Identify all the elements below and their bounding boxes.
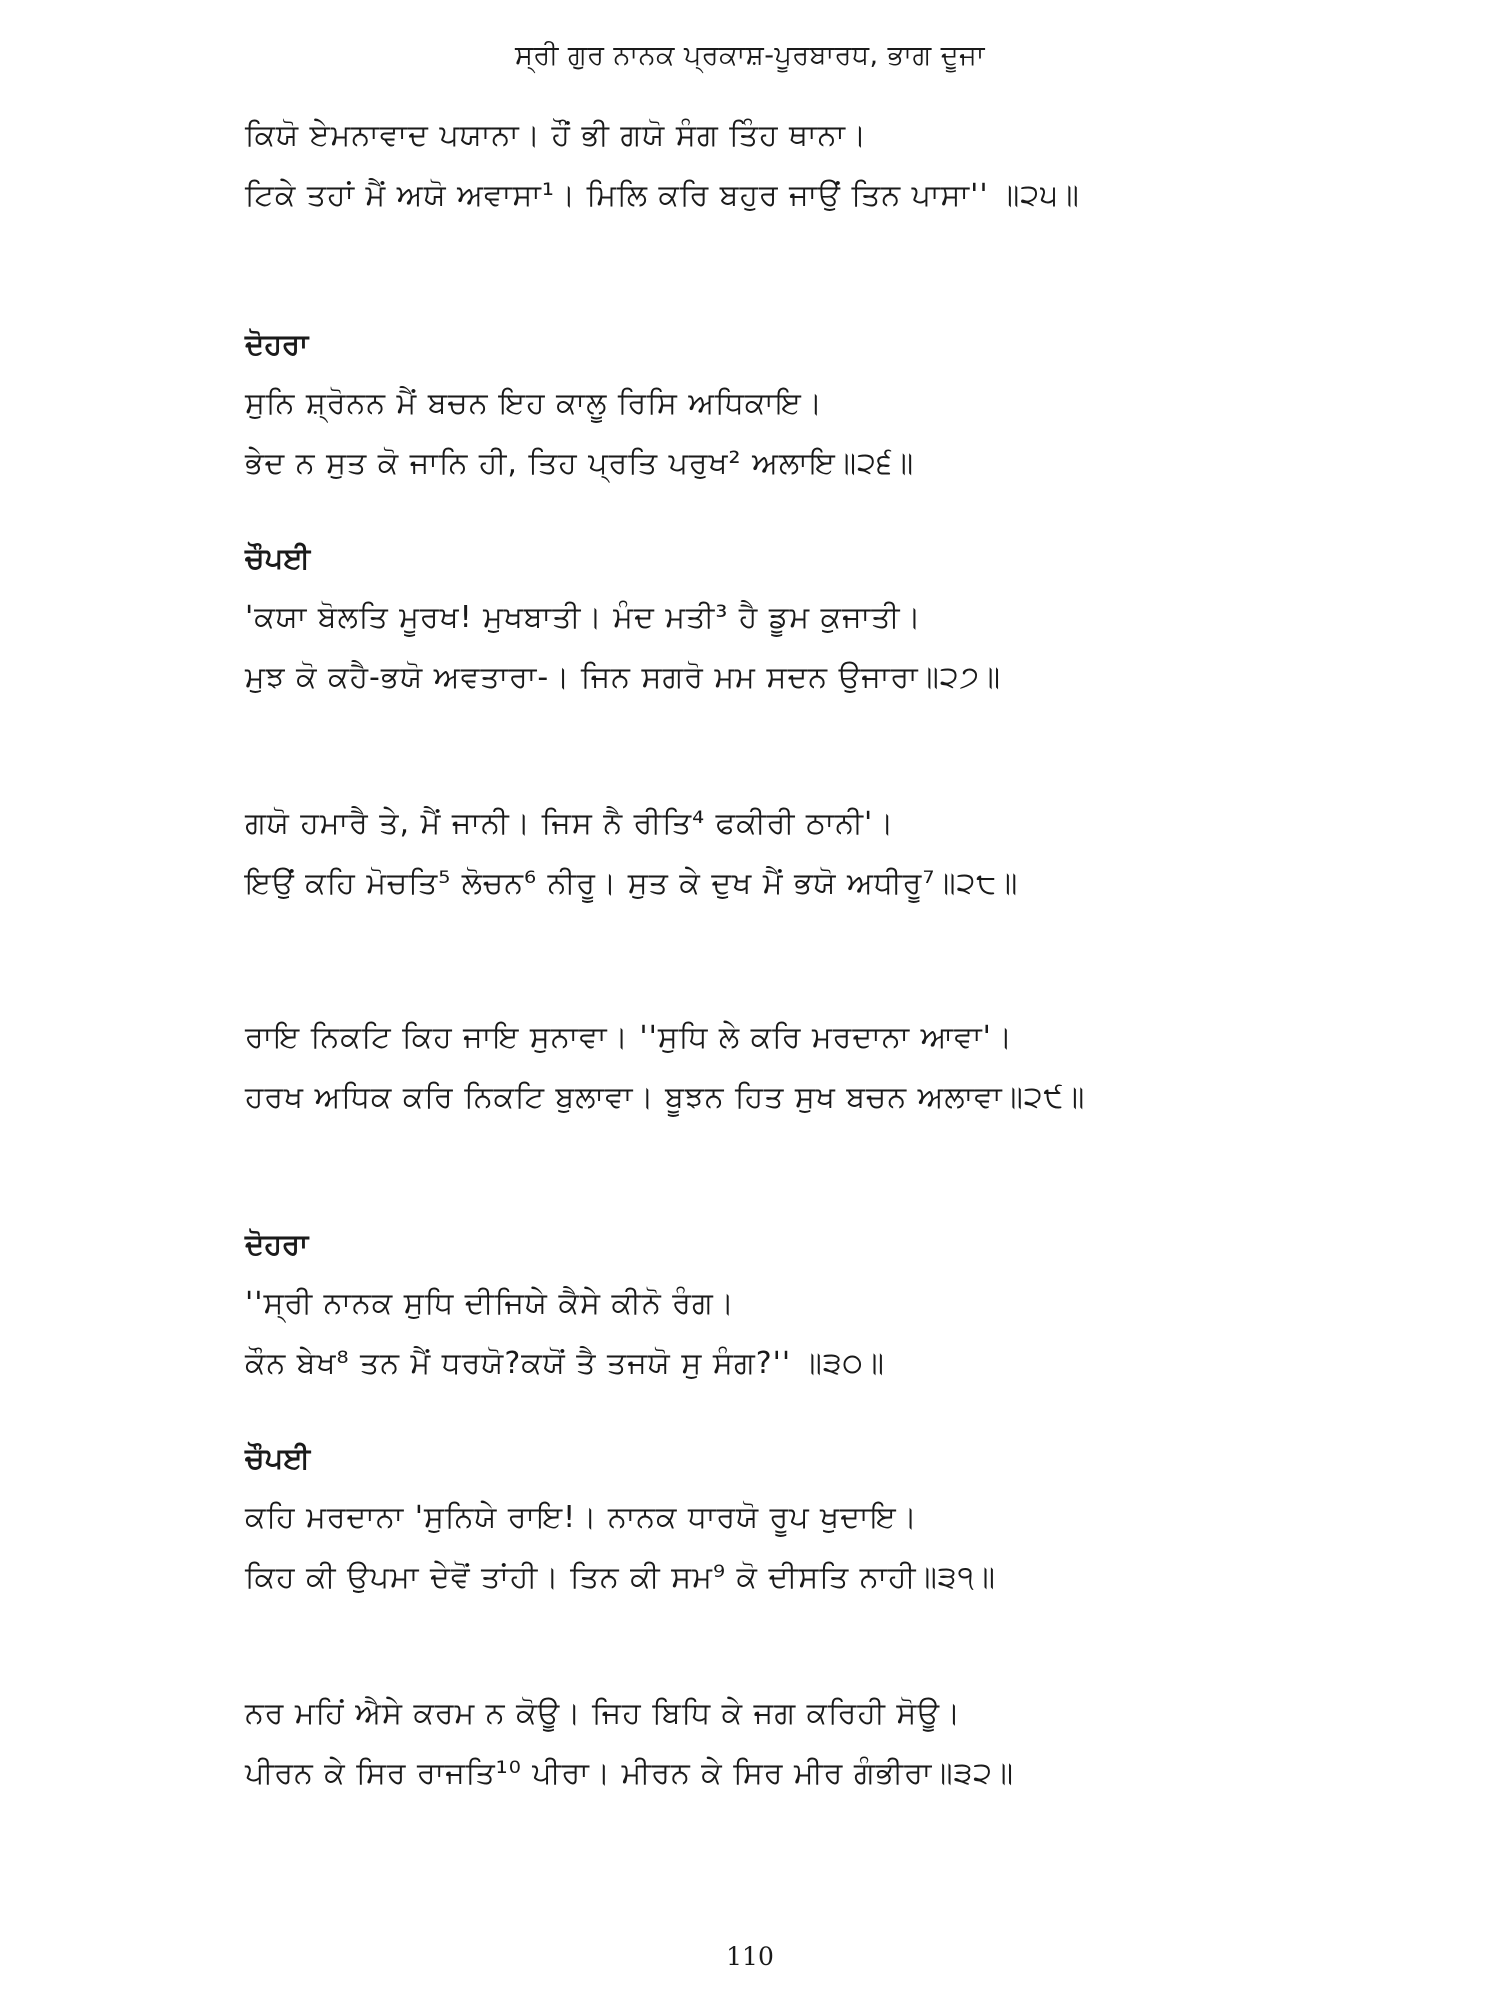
verse-line: ਸੁਨਿ ਸ਼੍ਰੋਨਨ ਮੈਂ ਬਚਨ ਇਹ ਕਾਲੂ ਰਿਸਿ ਅਧਿਕਾਇ। <box>245 386 824 421</box>
verse-line: ਕਿਯੋ ਏਮਨਾਵਾਦ ਪਯਾਨਾ। ਹੌਂ ਭੀ ਗਯੋ ਸੰਗ ਤਿੰਹ ਥਾਨਾ। <box>245 118 868 153</box>
verse-line: ਰਾਇ ਨਿਕਟਿ ਕਿਹ ਜਾਇ ਸੁਨਾਵਾ। ''ਸੁਧਿ ਲੇ ਕਰਿ ਮਰਦਾਨਾ ਆਵਾ'। <box>245 1020 1014 1055</box>
section-heading-dohra: ਦੋਹਰਾ <box>245 1227 309 1261</box>
verse-line: ਭੇਦ ਨ ਸੁਤ ਕੋ ਜਾਨਿ ਹੀ, ਤਿਹ ਪ੍ਰਤਿ ਪਰੁਖ² ਅਲਾਇ॥੨੬॥ <box>245 446 915 481</box>
verse-line: ''ਸ੍ਰੀ ਨਾਨਕ ਸੁਧਿ ਦੀਜਿਯੇ ਕੈਸੇ ਕੀਨੋ ਰੰਗ। <box>245 1286 735 1321</box>
stanza-26 <box>245 322 1425 488</box>
verse-line: ਕਹਿ ਮਰਦਾਨਾ 'ਸੁਨਿਯੇ ਰਾਇ!। ਨਾਨਕ ਧਾਰਯੋ ਰੂਪ ਖੁਦਾਇ। <box>245 1500 918 1535</box>
stanza-30 <box>245 1222 1425 1388</box>
stanza-25 <box>245 112 1425 220</box>
verse-line: ਕੌਨ ਬੇਖ⁸ ਤਨ ਮੈਂ ਧਰਯੋ?ਕਯੋਂ ਤੈ ਤਜਯੋ ਸੁ ਸੰਗ?'' ॥੩੦॥ <box>245 1346 885 1381</box>
section-heading-chaupai: ਚੌਪਈ <box>245 541 311 575</box>
stanza-31 <box>245 1436 1425 1602</box>
verse-line: ਗਯੋ ਹਮਾਰੈ ਤੇ, ਮੈਂ ਜਾਨੀ। ਜਿਸ ਨੈ ਰੀਤਿ⁴ ਫਕੀਰੀ ਠਾਨੀ'। <box>245 806 895 841</box>
section-heading-dohra: ਦੋਹਰਾ <box>245 327 309 361</box>
verse-line: ਮੁਝ ਕੋ ਕਹੈ-ਭਯੋ ਅਵਤਾਰਾ-। ਜਿਨ ਸਗਰੋ ਮਮ ਸਦਨ ਉਜਾਰਾ॥੨੭॥ <box>245 660 1002 695</box>
verse-line: ਪੀਰਨ ਕੇ ਸਿਰ ਰਾਜਤਿ¹⁰ ਪੀਰਾ। ਮੀਰਨ ਕੇ ਸਿਰ ਮੀਰ ਗੰਭੀਰਾ॥੩੨॥ <box>245 1756 1015 1791</box>
verse-line: 'ਕਯਾ ਬੋਲਤਿ ਮੂਰਖ! ਮੁਖਬਾਤੀ। ਮੰਦ ਮਤੀ³ ਹੈ ਡੂਮ ਕੁਜਾਤੀ। <box>245 600 922 635</box>
verse-line: ਕਿਹ ਕੀ ਉਪਮਾ ਦੇਵੋਂ ਤਾਂਹੀ। ਤਿਨ ਕੀ ਸਮ⁹ ਕੋ ਦੀਸਤਿ ਨਾਹੀ॥੩੧॥ <box>245 1560 996 1595</box>
page-number: 110 <box>726 1942 774 1971</box>
running-header: ਸ੍ਰੀ ਗੁਰ ਨਾਨਕ ਪ੍ਰਕਾਸ਼-ਪੂਰਬਾਰਧ, ਭਾਗ ਦੂਜਾ <box>514 40 986 71</box>
verse-line: ਇਉਂ ਕਹਿ ਮੋਚਤਿ⁵ ਲੋਚਨ⁶ ਨੀਰੂ। ਸੁਤ ਕੇ ਦੁਖ ਮੈਂ ਭਯੋ ਅਧੀਰੂ⁷॥੨੮॥ <box>245 866 1019 901</box>
verse-line: ਨਰ ਮਹਿਂ ਐਸੇ ਕਰਮ ਨ ਕੋਊ। ਜਿਹ ਬਿਧਿ ਕੇ ਜਗ ਕਰਿਹੀ ਸੋਊ। <box>245 1696 962 1731</box>
stanza-27 <box>245 536 1425 702</box>
stanza-32 <box>245 1690 1425 1798</box>
stanza-28 <box>245 800 1425 908</box>
verse-line: ਹਰਖ ਅਧਿਕ ਕਰਿ ਨਿਕਟਿ ਬੁਲਾਵਾ। ਬੂਝਨ ਹਿਤ ਸੁਖ ਬਚਨ ਅਲਾਵਾ॥੨੯॥ <box>245 1080 1086 1115</box>
verse-line: ਟਿਕੇ ਤਹਾਂ ਮੈਂ ਅਯੋ ਅਵਾਸਾ¹। ਮਿਲਿ ਕਰਿ ਬਹੁਰ ਜਾਉਂ ਤਿਨ ਪਾਸਾ'' ॥੨੫॥ <box>245 178 1080 213</box>
section-heading-chaupai: ਚੌਪਈ <box>245 1441 311 1475</box>
stanza-29 <box>245 1014 1425 1122</box>
